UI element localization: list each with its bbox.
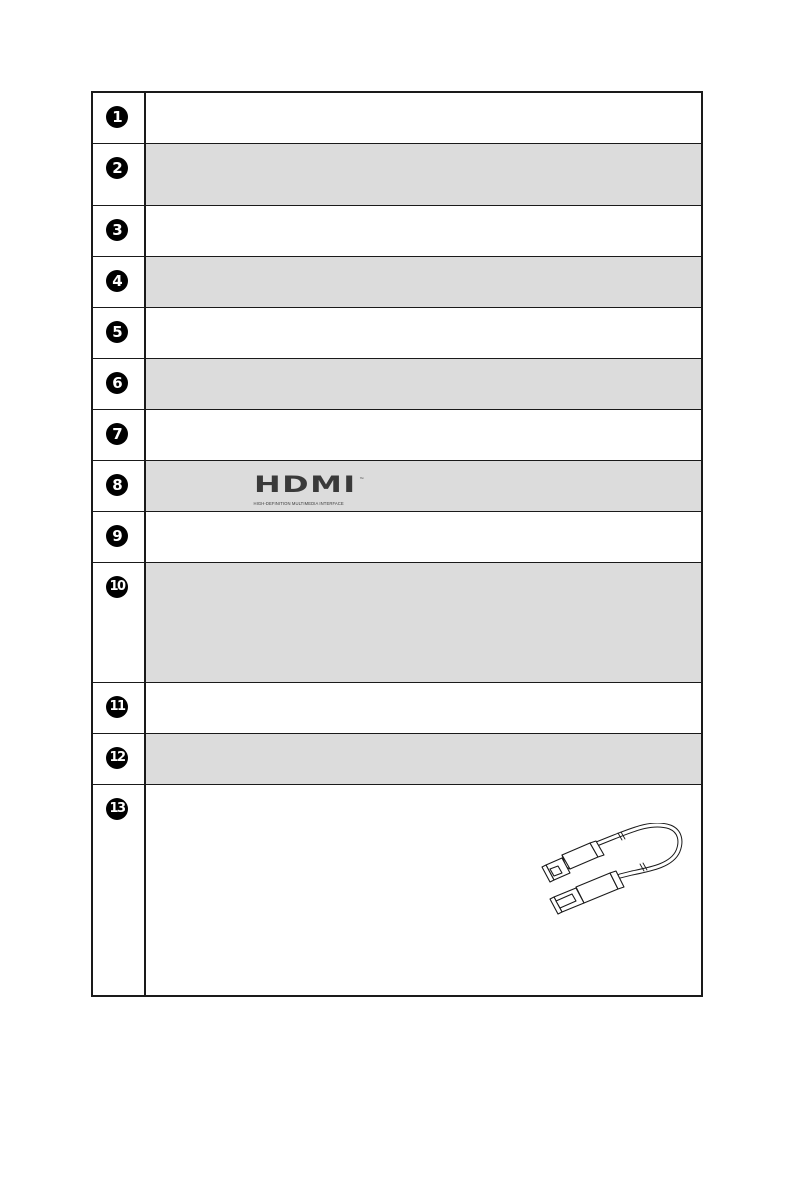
number-badge: 8	[106, 474, 128, 496]
number-badge: 2	[106, 157, 128, 179]
row-content	[146, 461, 702, 511]
row-content	[146, 785, 702, 995]
table-row	[93, 410, 701, 461]
table-row	[93, 93, 701, 144]
table-row	[93, 785, 701, 995]
table-row	[93, 144, 701, 206]
row-content	[146, 257, 702, 307]
number-badge: 12	[106, 747, 128, 769]
number-badge: 9	[106, 525, 128, 547]
number-badge: 3	[106, 219, 128, 241]
table-row	[93, 734, 701, 785]
hdmi-wordmark: HDMI	[253, 473, 357, 498]
number-badge: 13	[106, 798, 128, 820]
table-row	[93, 257, 701, 308]
number-badge: 11	[106, 696, 128, 718]
number-badge: 1	[106, 106, 128, 128]
row-content	[146, 683, 702, 733]
row-content	[146, 144, 702, 205]
row-content	[146, 93, 702, 143]
row-content	[146, 512, 702, 562]
hdmi-tagline: HIGH-DEFINITION MULTIMEDIA INTERFACE	[253, 501, 344, 506]
table-row	[93, 308, 701, 359]
number-badge: 7	[106, 423, 128, 445]
row-content	[146, 734, 702, 784]
table-row	[93, 461, 701, 512]
spec-table	[91, 91, 703, 997]
table-row	[93, 683, 701, 734]
row-content	[146, 308, 702, 358]
row-content	[146, 410, 702, 460]
row-content	[146, 206, 702, 256]
hdmi-trademark: ™	[359, 476, 364, 481]
table-row	[93, 563, 701, 683]
table-row	[93, 206, 701, 257]
table-row	[93, 359, 701, 410]
row-content	[146, 563, 702, 682]
number-badge: 5	[106, 321, 128, 343]
usb-cable-icon	[532, 823, 692, 943]
number-badge: 10	[106, 576, 128, 598]
row-content	[146, 359, 702, 409]
number-badge: 6	[106, 372, 128, 394]
hdmi-logo	[254, 475, 369, 509]
number-badge: 4	[106, 270, 128, 292]
table-row	[93, 512, 701, 563]
